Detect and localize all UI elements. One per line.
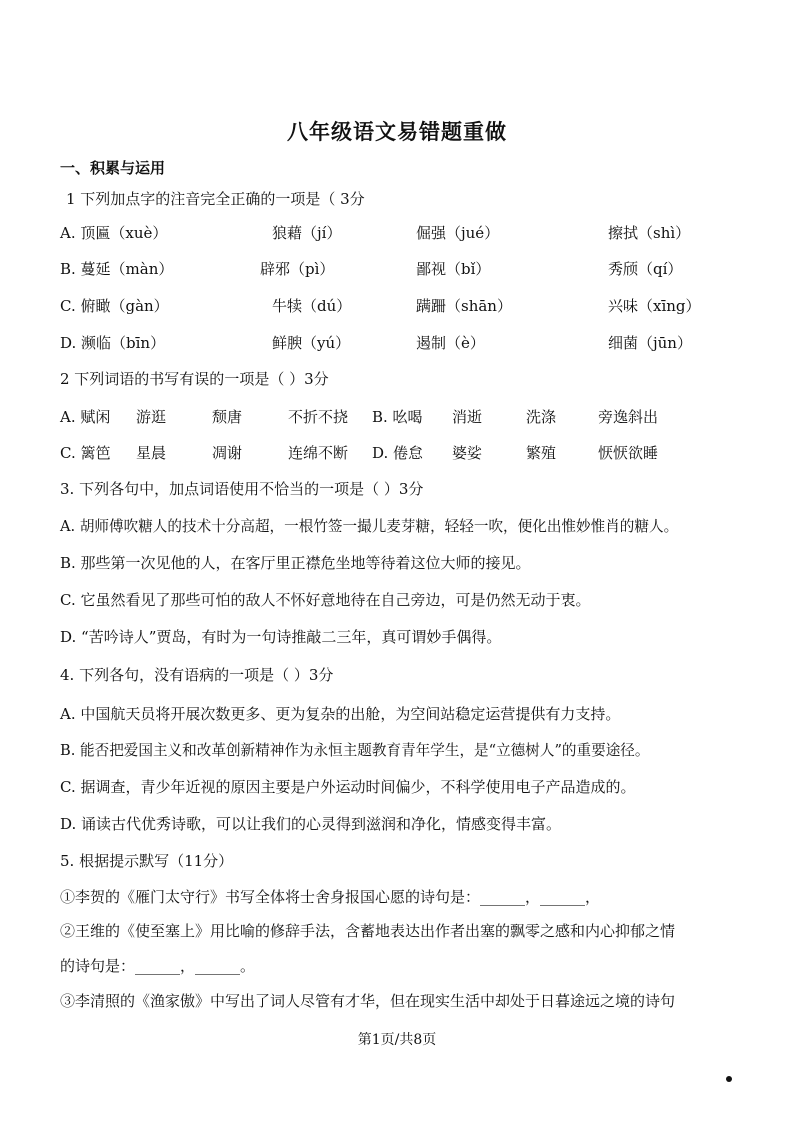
- q3-option-b: B. 那些第一次见他的人，在客厅里正襟危坐地等待着这位大师的接见。: [60, 554, 531, 572]
- q3-stem: 3. 下列各句中，加点词语使用不恰当的一项是（ ）3分: [60, 480, 424, 498]
- q2-1-2: 游逛: [136, 408, 167, 426]
- q1-c-4: 兴味（xīng）: [608, 297, 701, 315]
- q2-2-4: 连绵不断: [288, 444, 349, 462]
- q2-1-5: B. 吆喝: [372, 408, 423, 426]
- q1-a-4: 擦拭（shì）: [608, 224, 691, 242]
- q2-1-8: 旁逸斜出: [598, 408, 659, 426]
- q2-row-1: [60, 406, 760, 430]
- q2-2-8: 恹恹欲睡: [598, 444, 659, 462]
- q2-2-1: C. 篱笆: [60, 444, 111, 462]
- q2-row-2: [60, 442, 760, 466]
- page-title: 八年级语文易错题重做: [287, 119, 507, 144]
- q2-2-3: 凋谢: [212, 444, 243, 462]
- q1-b-1: B. 蔓延（màn）: [60, 260, 174, 278]
- q1-b-3: 鄙视（bǐ）: [416, 260, 491, 278]
- q1-a-3: 倔强（jué）: [416, 224, 500, 242]
- q3-option-a: A. 胡师傅吹糖人的技术十分高超，一根竹签一撮儿麦芽糖，轻轻一吹，便化出惟妙惟肖的糖人。: [60, 518, 679, 535]
- q4-option-c: C. 据调查，青少年近视的原因主要是户外运动时间偏少，不科学使用电子产品造成的。: [60, 778, 636, 796]
- q1-row-c: [60, 295, 760, 319]
- page-footer: 第1页/共8页: [357, 1032, 437, 1048]
- q2-2-7: 繁殖: [526, 444, 557, 462]
- q4-option-d: D. 诵读古代优秀诗歌，可以让我们的心灵得到滋润和净化，情感变得丰富。: [60, 815, 562, 833]
- q2-stem: 2 下列词语的书写有误的一项是（ ）3分: [60, 370, 329, 388]
- q2-1-3: 颓唐: [212, 408, 243, 426]
- q1-c-3: 蹒跚（shān）: [416, 297, 512, 315]
- q5-item-1: ①李贺的《雁门太守行》书写全体将士舍身报国心愿的诗句是：______，______，: [60, 888, 601, 906]
- scan-speck: [726, 1076, 732, 1082]
- q1-d-4: 细菌（jūn）: [608, 334, 692, 352]
- q1-b-4: 秀颀（qí）: [608, 260, 683, 278]
- q4-stem: 4. 下列各句，没有语病的一项是（ ）3分: [60, 666, 334, 684]
- q1-a-2: 狼藉（jí）: [272, 224, 342, 242]
- q1-row-a: [60, 222, 760, 246]
- q1-d-2: 鲜腴（yú）: [272, 334, 351, 352]
- q5-item-3: ③李清照的《渔家傲》中写出了词人尽管有才华，但在现实生活中却处于日暮途远之境的诗句: [60, 992, 676, 1010]
- q2-1-1: A. 赋闲: [60, 408, 111, 426]
- q3-option-c: C. 它虽然看见了那些可怕的敌人不怀好意地待在自己旁边，可是仍然无动于衷。: [60, 591, 591, 609]
- q1-d-1: D. 濒临（bīn）: [60, 334, 166, 352]
- q2-1-4: 不折不挠: [288, 408, 349, 426]
- q5-item-2: ②王维的《使至塞上》用比喻的修辞手法，含蓄地表达出作者出塞的飘零之感和内心抑郁之情: [60, 922, 676, 940]
- q1-c-1: C. 俯瞰（gàn）: [60, 297, 169, 315]
- q4-option-b: B. 能否把爱国主义和改革创新精神作为永恒主题教育青年学生，是“立德树人”的重要途径。: [60, 742, 650, 759]
- q1-row-b: [60, 258, 760, 282]
- q1-stem: 1 下列加点字的注音完全正确的一项是（ 3分: [66, 190, 365, 208]
- q1-b-2: 辟邪（pì）: [260, 260, 335, 278]
- q2-2-2: 星晨: [136, 444, 167, 462]
- q1-row-d: [60, 332, 760, 356]
- q2-1-6: 消逝: [452, 408, 483, 426]
- q2-2-6: 婆娑: [452, 444, 483, 462]
- q5-stem: 5. 根据提示默写（11分）: [60, 852, 234, 870]
- q3-option-d: D. “苦吟诗人”贾岛，有时为一句诗推敲二三年，真可谓妙手偶得。: [60, 628, 502, 646]
- q5-item-2-cont: 的诗句是：______，______。: [60, 957, 256, 975]
- q1-c-2: 牛犊（dú）: [272, 297, 352, 315]
- section-heading: 一、积累与运用: [60, 159, 166, 177]
- q1-d-3: 遏制（è）: [416, 334, 485, 352]
- q2-1-7: 洗涤: [526, 408, 557, 426]
- q4-option-a: A. 中国航天员将开展次数更多、更为复杂的出舱，为空间站稳定运营提供有力支持。: [60, 705, 621, 723]
- q2-2-5: D. 倦怠: [372, 444, 424, 462]
- q1-a-1: A. 顶匾（xuè）: [60, 224, 168, 242]
